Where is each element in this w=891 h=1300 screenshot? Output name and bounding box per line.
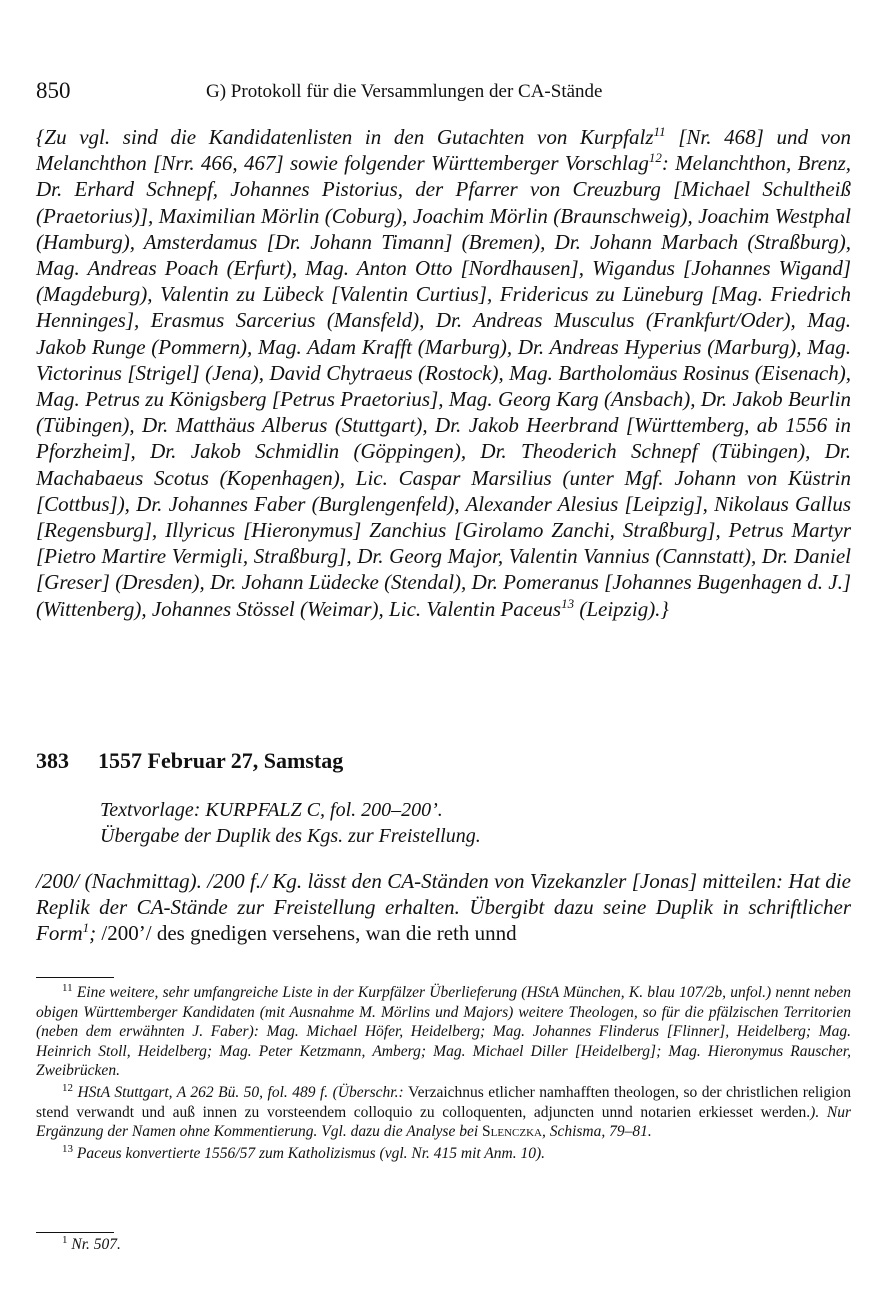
footnote-1-text: Nr. 507. <box>71 1236 121 1253</box>
page-number: 850 <box>36 78 71 103</box>
entry-heading <box>36 748 851 774</box>
intro-text-3: : Melanchthon, Brenz, Dr. Erhard Schnepf, Johannes Pistorius, der Pfarrer von Creuzburg [Michael Schultheiß (Praetorius)], Maximilian Mörlin (Coburg), Joachim Mörlin (Braunschweig), Joachim Westphal (Hamburg), Amsterdamus [Dr. Johann Timann] (Bremen), Dr. Johann Marbach (Straßburg), Mag. Andreas Poach (Erfurt), Mag. Anton Otto [Nordhausen], Wigandus [Johannes Wigand] (Magdeburg), Valentin zu Lübeck [Valentin Curtius], Fridericus zu Lüneburg [Mag. Friedrich Henninges], Erasmus Sarcerius (Mansfeld), Dr. Andreas Musculus (Frankfurt/Oder), Mag. Jakob Runge (Pommern), Mag. Adam Krafft (Marburg), Dr. Andreas Hyperius (Marburg), Mag. Victorinus [Strigel] (Jena), David Chytraeus (Rostock), Mag. Bartholomäus Rosinus (Eisenach), Mag. Petrus zu Königsberg [Petrus Praetorius], Mag. Georg Karg (Ansbach), Dr. Jakob Beurlin (Tübingen), Dr. Matthäus Alberus (Stuttgart), Dr. Jakob Heerbrand [Württemberg, ab 1556 in Pforzheim], Dr. Jakob Schmidlin (Göppingen), Dr. Theoderich Schnepf (Tübingen), Dr. Machabaeus Scotus (Kopenhagen), Lic. Caspar Marsilius (unter Mgf. Johann von Küstrin [Cottbus]), Dr. Johannes Faber (Burglengenfeld), Alexander Alesius [Leipzig], Nikolaus Gallus [Regensburg], Illyricus [Hieronymus] Zanchius [Girolamo Zanchi, Straßburg], Petrus Martyr [Pietro Martire Vermigli, Straßburg], Dr. Georg Major, Valentin Vannius (Cannstatt), Dr. Daniel [Greser] (Dresden), Dr. Johann Lüdecke (Stendal), Dr. Pomeranus [Johannes Bugenhagen d. J.] (Wittenberg), Johannes Stössel (Weimar), Lic. Valentin Paceus <box>36 151 851 621</box>
intro-text-4: (Leipzig).} <box>574 596 669 621</box>
main-plain-text: /200’/ des gnedigen versehens, wan die reth unnd <box>101 921 517 946</box>
entry-number: 383 <box>36 748 69 773</box>
footnote-12-italic-a: HStA Stuttgart, A 262 Bü. 50, fol. 489 f. (Überschr.: <box>77 1083 409 1101</box>
main-italic-text: /200/ (Nachmittag). /200 f./ Kg. lässt den CA-Ständen von Vizekanzler [Jonas] mitteilen: Hat die Replik der CA-Stände zur Freistellung erhalten. Übergibt dazu seine Duplik in schriftlicher Form <box>36 869 851 946</box>
footnote-11-text: Eine weitere, sehr umfangreiche Liste in der Kurpfälzer Überlieferung (HStA München, K. blau 107/2b, unfol.) nennt neben obigen Württemberger Kandidaten (mit Ausnahme M. Mörlins und Majors) weitere Theologen, so für die pfälzischen Territorien (neben dem erwähnten J. Faber): Mag. Michael Höfer, Heidelberg; Mag. Johannes Flinderus [Flinner], Heidelberg; Mag. Heinrich Stoll, Heidelberg; Mag. Peter Ketzmann, Amberg; Mag. Michael Diller [Heidelberg]; Mag. Hieronymus Rauscher, Zweibrücken. <box>36 984 852 1080</box>
footnote-ref-11[interactable]: 11 <box>653 124 666 139</box>
footnote-divider-2 <box>36 1232 114 1233</box>
footnote-ref-13[interactable]: 13 <box>561 595 575 611</box>
intro-text-2: [Nr. 468] und von Melanchthon [Nrr. 466, 467] sowie folgender Württemberger Vorschlag <box>36 125 851 176</box>
entry-date: 1557 Februar 27, Samstag <box>98 748 344 773</box>
intro-paragraph <box>36 124 851 622</box>
main-paragraph <box>36 868 851 947</box>
summary-line: Übergabe der Duplik des Kgs. zur Freistellung. <box>100 825 481 847</box>
footnote-ref-12[interactable]: 12 <box>648 150 662 166</box>
footnotes-block <box>36 983 851 1165</box>
main-italic-text-2: ; <box>89 921 102 946</box>
footnote-13-text: Paceus konvertierte 1556/57 zum Katholizismus (vgl. Nr. 415 mit Anm. 10). <box>76 1144 546 1162</box>
footnote-12-italic-c: , Schisma, 79–81. <box>541 1123 652 1141</box>
footnote-13 <box>36 1144 851 1164</box>
footnote-mark-12: 12 <box>62 1081 73 1094</box>
footnote-divider <box>36 977 114 978</box>
footnote-12-author: Slenczka <box>482 1123 542 1141</box>
intro-text: {Zu vgl. sind die Kandidatenlisten in den Gutachten von Kurpfalz <box>36 125 654 149</box>
footnote-12-plain: Verzaichnus etlicher namhafften theologen, so der christlichen religion stend verwandt und auß innen zu vorsteendem colloquio zu colloquenten, adjuncten unnd notarien erkiesset werden. <box>36 1083 851 1121</box>
footnote-12-italic-b: ). Nur Ergänzung der Namen ohne Kommentierung. Vgl. dazu die Analyse bei <box>36 1103 851 1141</box>
source-line: Textvorlage: KURPFALZ C, fol. 200–200’. <box>100 799 443 821</box>
footnote-12 <box>36 1083 851 1142</box>
footnote-mark-13: 13 <box>62 1142 73 1155</box>
footnote-ref-1[interactable]: 1 <box>82 920 90 936</box>
entry-source <box>100 797 851 849</box>
page-header <box>36 78 851 108</box>
footnote-1 <box>62 1233 121 1254</box>
footnote-mark-1: 1 <box>62 1233 68 1246</box>
running-title: G) Protokoll für die Versammlungen der CA-Stände <box>206 81 603 102</box>
footnote-11 <box>36 983 851 1081</box>
footnote-mark-11: 11 <box>62 981 73 994</box>
